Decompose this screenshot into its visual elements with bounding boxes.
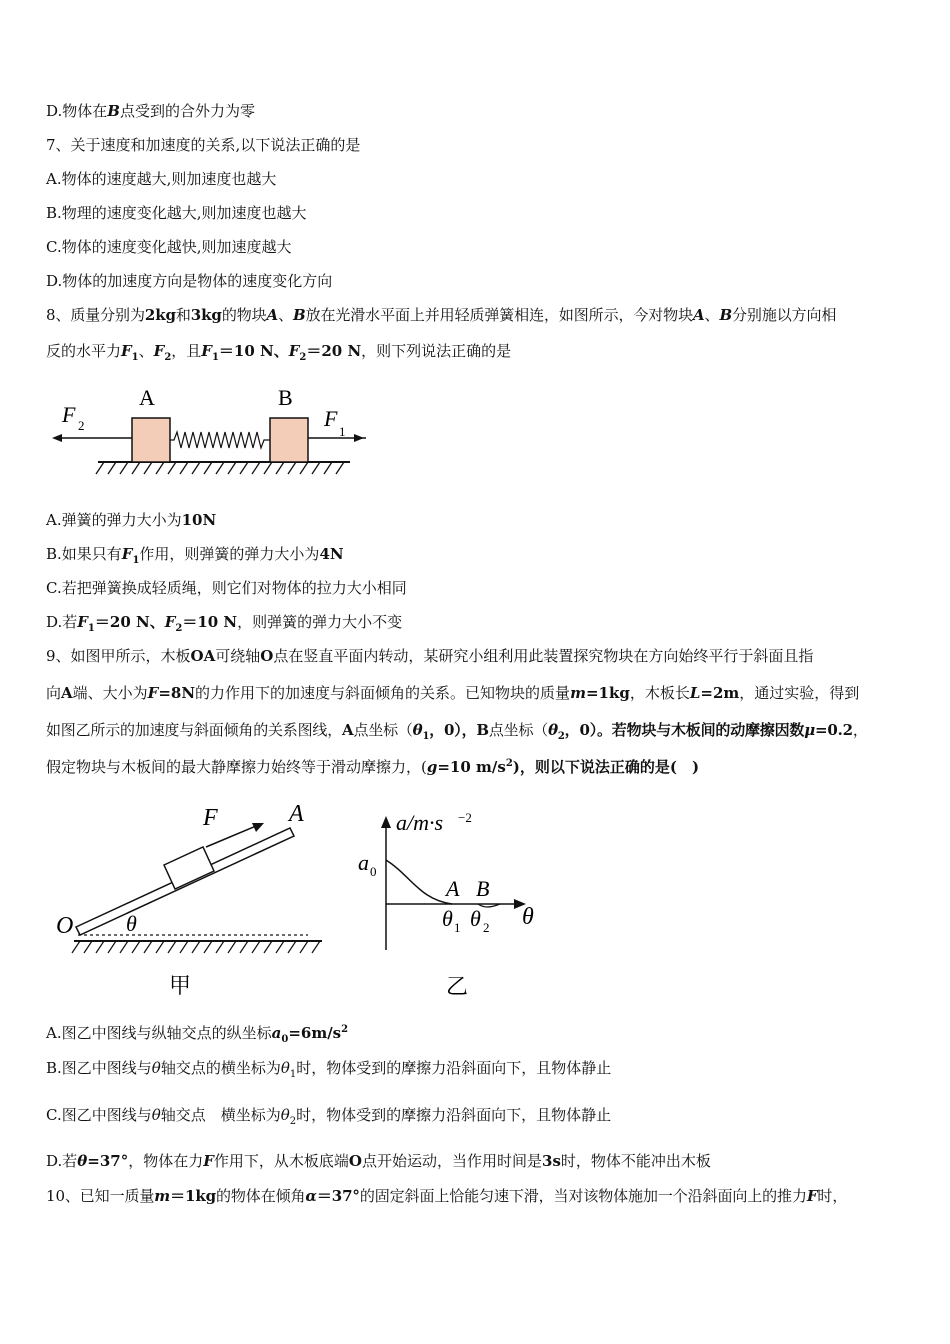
force-f1: F: [121, 545, 133, 563]
q9-text: )，则以下说法正确的是( ): [512, 758, 700, 776]
q10-text: 10、已知一质量: [46, 1187, 155, 1205]
label-f2: F: [62, 402, 76, 427]
var-theta: θ: [77, 1152, 88, 1170]
q6-option-d: [46, 101, 255, 121]
subscript: 2: [289, 1116, 297, 1127]
q10-text: 时，: [817, 1187, 848, 1205]
q7-stem: 7、关于速度和加速度的关系,以下说法正确的是: [46, 136, 361, 154]
subscript: 2: [175, 623, 183, 634]
q8-stem-text: 和: [175, 306, 191, 324]
mass-1: 2kg: [144, 306, 176, 324]
q8-option-b-text-2: 作用，则弹簧的弹力大小为: [139, 545, 320, 563]
q8-option-a: [46, 510, 216, 530]
q8-option-b: [46, 544, 344, 564]
label-theta: θ: [126, 911, 137, 936]
q9-text: 如图乙所示的加速度与斜面倾角的关系图线，: [46, 721, 343, 739]
var-theta: θ: [548, 721, 558, 739]
value: =0.2: [814, 721, 853, 739]
separator: 、: [278, 306, 293, 324]
var-b: B: [107, 102, 120, 120]
force-value: ＝20 N、: [94, 613, 165, 631]
subscript: 1: [211, 352, 219, 363]
q9-text: ，通过实验，得到: [739, 684, 860, 702]
subscript: 1: [132, 555, 140, 566]
q8-stem-text: 8、质量分别为: [46, 306, 145, 324]
q9-figure-jia: [46, 795, 336, 1005]
q9-option-d-text: 时，物体不能冲出木板: [560, 1152, 711, 1170]
q9-text: 假定物块与木板间的最大静摩擦力始终等于滑动摩擦力，(: [46, 758, 427, 776]
q9-option-b-text-2: 轴交点的横坐标为: [160, 1059, 281, 1077]
q9-option-b-text-3: 时，物体受到的摩擦力沿斜面向下，且物体静止: [296, 1059, 612, 1077]
q9-option-c: [46, 1105, 611, 1125]
force-f1: F: [201, 342, 212, 360]
force-f2: F: [153, 342, 165, 360]
label-theta2-sub: 2: [483, 920, 490, 935]
arrow-f2-head: [52, 434, 62, 442]
force-f1: F: [121, 342, 132, 360]
arrow-f1-head: [354, 434, 364, 442]
q8-option-a-value: 10N: [181, 511, 217, 529]
q8-stem-text: 放在光滑水平面上并用轻质弹簧相连，如图所示，今对物块: [305, 306, 693, 324]
label-f1: F: [324, 406, 338, 431]
caption-jia: 甲: [169, 974, 192, 999]
q8-stem-text: ，则下列说法正确的是: [361, 342, 512, 360]
q8-option-d-text: D.若: [46, 613, 78, 631]
q9-stem-line1: [46, 646, 813, 666]
y-axis-arrow: [381, 816, 391, 828]
q9-option-a-text: A.图乙中图线与纵轴交点的纵坐标: [46, 1024, 272, 1042]
force-value: ＝20 N: [306, 342, 362, 360]
label-point-b: B: [476, 876, 490, 901]
superscript: 2: [341, 1024, 349, 1035]
var-f: F: [147, 684, 159, 702]
q8-option-c: C.若把弹簧换成轻质绳，则它们对物体的拉力大小相同: [46, 579, 407, 597]
value: =10 m/s: [437, 758, 506, 776]
q8-option-d: [46, 612, 402, 632]
subscript: 1: [131, 352, 139, 363]
q9-text: 可绕轴: [215, 647, 261, 665]
force-f1: F: [77, 613, 88, 631]
q9-figure-yi: [350, 800, 570, 1005]
block-a-var: A: [692, 306, 705, 324]
block-b-var: B: [719, 306, 733, 324]
mass-2: 3kg: [190, 306, 222, 324]
q9-stem-line3: [46, 720, 868, 740]
label-o: O: [56, 913, 74, 939]
ground-hatch: [96, 462, 344, 474]
block: [164, 847, 214, 889]
q7-option-c: C.物体的速度变化越快,则加速度越大: [46, 238, 292, 256]
force-value: ＝10 N: [182, 613, 238, 631]
subscript: 0: [281, 1034, 289, 1045]
var-f: F: [203, 1152, 214, 1170]
value: =37°: [87, 1152, 129, 1170]
var-theta: θ: [151, 1106, 161, 1124]
q8-stem-line2: [46, 341, 511, 361]
q7-option-a: A.物体的速度越大,则加速度也越大: [46, 170, 277, 188]
label-a0-sub: 0: [370, 864, 377, 879]
q9-option-c-text-3: 时，物体受到的摩擦力沿斜面向下，且物体静止: [296, 1106, 612, 1124]
q9-option-b-text: B.图乙中图线与: [46, 1059, 152, 1077]
force-f2: F: [164, 613, 176, 631]
q9-stem-line4: [46, 757, 699, 777]
q9-text: ，木板长: [629, 684, 690, 702]
block-b-var: B: [292, 306, 306, 324]
var-a: A: [342, 721, 354, 739]
label-a0: a: [358, 850, 369, 875]
q9-text: 9、如图甲所示，木板: [46, 647, 191, 665]
q8-figure-svg: [46, 380, 366, 480]
caption-yi: 乙: [446, 975, 469, 1000]
var-a0: a: [271, 1024, 282, 1042]
q9-option-c-text-2: 轴交点 横坐标为: [160, 1106, 281, 1124]
var-o: O: [348, 1152, 362, 1170]
var-theta: θ: [280, 1106, 290, 1124]
value: ＝37°: [316, 1187, 360, 1205]
force-f2: F: [288, 342, 300, 360]
q9-option-d-text: ，物体在力: [128, 1152, 204, 1170]
q6-option-d-text-2: 点受到的合外力为零: [119, 102, 255, 120]
q9-option-d-text: 作用下，从木板底端: [213, 1152, 349, 1170]
q9-text: ，0）。若物块与木板间的动摩擦因数: [564, 721, 805, 739]
fig-jia-svg: [46, 795, 336, 1005]
q8-option-a-text: A.弹簧的弹力大小为: [46, 511, 182, 529]
var-theta: θ: [151, 1059, 161, 1077]
subscript: 1: [422, 731, 430, 742]
q10-text: 的物体在倾角: [216, 1187, 306, 1205]
var-b: B: [476, 721, 489, 739]
q8-stem-text: 的物块: [221, 306, 267, 324]
var-g: g: [426, 758, 438, 776]
q8-option-b-text: B.如果只有: [46, 545, 122, 563]
spring: [170, 432, 270, 448]
label-a: A: [139, 385, 155, 410]
subscript: 2: [557, 731, 565, 742]
var-o: O: [260, 647, 274, 665]
q10-text: 的固定斜面上恰能匀速下滑，当对该物体施加一个沿斜面向上的推力: [359, 1187, 807, 1205]
block-b: [270, 418, 308, 462]
value: =6m/s: [288, 1024, 342, 1042]
q9-stem-line2: [46, 683, 859, 703]
label-f: F: [203, 805, 218, 831]
var-oa: OA: [190, 647, 216, 665]
q8-option-b-value: 4N: [319, 545, 344, 563]
value: =2m: [700, 684, 740, 702]
q8-stem-text: ，且: [171, 342, 202, 360]
accel-curve: [386, 860, 452, 904]
block-a: [132, 418, 170, 462]
q8-spring-figure: [46, 380, 366, 480]
value: =8N: [158, 684, 196, 702]
var-l: L: [689, 684, 701, 702]
var-m: m: [154, 1187, 171, 1205]
q9-option-a: [46, 1023, 348, 1043]
q7-option-b: B.物理的速度变化越大,则加速度也越大: [46, 204, 307, 222]
q9-option-d: [46, 1151, 711, 1171]
label-f2-sub: 2: [78, 418, 85, 433]
label-theta1: θ: [442, 906, 453, 931]
q7-option-d: D.物体的加速度方向是物体的速度变化方向: [46, 272, 333, 290]
q9-text: 点坐标（: [353, 721, 413, 739]
var-m: m: [570, 684, 586, 702]
subscript: 2: [164, 352, 172, 363]
separator: 、: [704, 306, 720, 324]
var-f: F: [806, 1187, 818, 1205]
subscript: 2: [299, 352, 307, 363]
var-alpha: α: [305, 1187, 317, 1205]
y-axis-label: a/m·s: [396, 810, 444, 835]
value: 3s: [542, 1152, 561, 1170]
ground-hatch: [72, 941, 320, 953]
subscript: 1: [289, 1069, 297, 1080]
var-theta: θ: [412, 721, 423, 739]
var-a: A: [61, 684, 73, 702]
label-b: B: [278, 385, 293, 410]
q6-option-d-text: D.物体在: [46, 102, 108, 120]
label-point-a: A: [446, 876, 460, 901]
value: ＝1kg: [170, 1187, 216, 1205]
q9-text: 点在竖直平面内转动，某研究小组利用此装置探究物块在方向始终平行于斜面且指: [273, 647, 814, 665]
q9-text: ，: [852, 721, 868, 739]
q9-text: ，0），: [429, 721, 477, 739]
q9-text: 点坐标（: [488, 721, 549, 739]
q8-stem-text: 反的水平力: [46, 342, 122, 360]
label-f1-sub: 1: [339, 424, 346, 439]
q9-option-d-text: 点开始运动，当作用时间是: [362, 1152, 543, 1170]
q9-text: 端、大小为: [72, 684, 148, 702]
superscript: 2: [505, 758, 513, 769]
q9-option-d-text: D.若: [46, 1152, 78, 1170]
label-a: A: [289, 801, 304, 827]
block-a-var: A: [266, 306, 279, 324]
label-theta1-sub: 1: [454, 920, 461, 935]
x-axis-label: θ: [522, 904, 534, 930]
q9-option-c-text: C.图乙中图线与: [46, 1106, 152, 1124]
y-axis-label-sup: −2: [458, 810, 472, 825]
q8-option-d-text-2: ，则弹簧的弹力大小不变: [237, 613, 403, 631]
separator: 、: [138, 342, 154, 360]
var-mu: μ: [804, 721, 815, 739]
q8-stem-text: 分别施以方向相: [732, 306, 837, 324]
q8-stem-line1: [46, 305, 836, 325]
q9-option-b: [46, 1058, 611, 1078]
label-theta2: θ: [470, 906, 481, 931]
q10-stem: [46, 1186, 847, 1206]
subscript: 1: [87, 623, 95, 634]
value: =1kg: [585, 684, 630, 702]
force-value: ＝10 N、: [218, 342, 289, 360]
fig-yi-svg: [350, 800, 570, 1005]
var-theta: θ: [280, 1059, 290, 1077]
q9-text: 的力作用下的加速度与斜面倾角的关系。已知物块的质量: [195, 684, 571, 702]
q9-text: 向: [46, 684, 62, 702]
